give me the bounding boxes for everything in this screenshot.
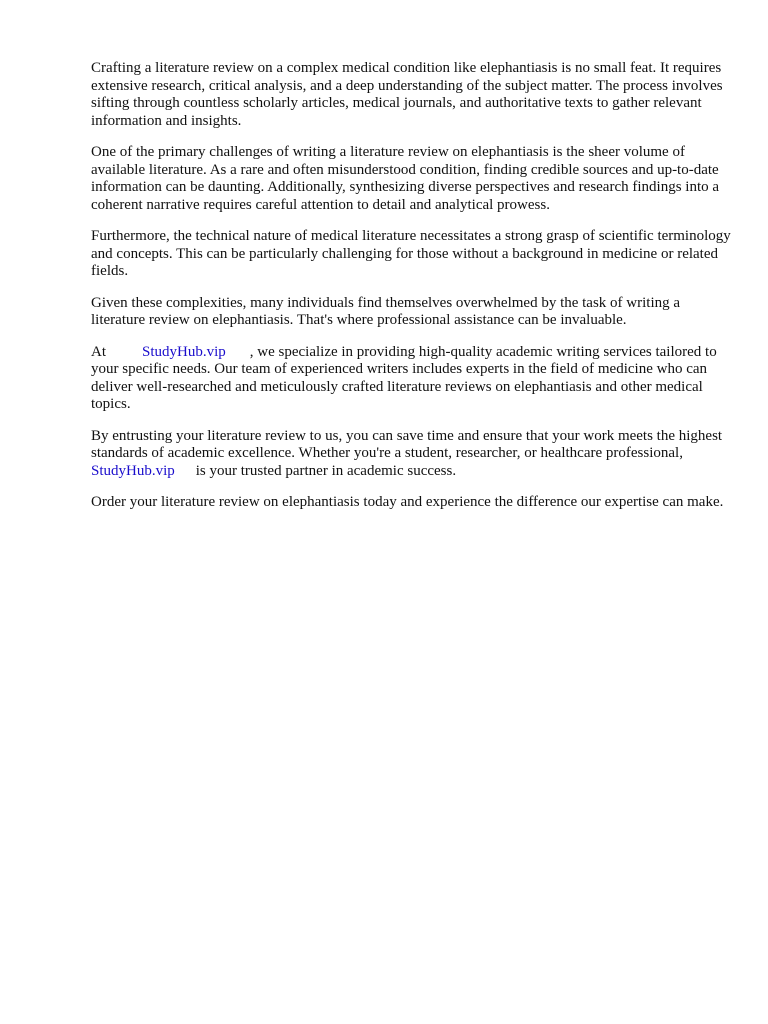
paragraph-entrusting (91, 428, 731, 481)
entrusting-text-before: By entrusting your literature review to us, you can save time and ensure that your work meets the highest standards of academic excellence. Whether you're a student, researcher, or healthcare professional, (91, 427, 723, 461)
services-text-before: At (91, 343, 106, 360)
studyhub-link-2[interactable]: StudyHub.vip (91, 462, 175, 479)
paragraph-complexities: Given these complexities, many individuals find themselves overwhelmed by the task of writing a literature review on elephantiasis. That's where professional assistance can be invaluable. (91, 294, 681, 328)
studyhub-link[interactable]: StudyHub.vip (142, 343, 226, 360)
paragraph-intro: Crafting a literature review on a complex medical condition like elephantiasis is no small feat. It requires extensive research, critical analysis, and a deep understanding of the subject matter. The process involves sifting through countless scholarly articles, medical journals, and authoritative texts to gather relevant information and insights. (91, 60, 723, 129)
paragraph-services (91, 344, 731, 414)
document-body (91, 60, 731, 526)
paragraph-technical-nature: Furthermore, the technical nature of medical literature necessitates a strong grasp of scientific terminology and concepts. This can be particularly challenging for those without a background in medicine or related fields. (91, 228, 731, 279)
services-text-after: , we specialize in providing high-quality academic writing services tailored to your specific needs. Our team of experienced writers includes experts in the field of medicine who can deliver well-researched and meticulously crafted literature reviews on elephantiasis and other medical topics. (91, 343, 717, 412)
paragraph-call-to-action: Order your literature review on elephantiasis today and experience the difference our expertise can make. (91, 494, 724, 510)
paragraph-challenges: One of the primary challenges of writing a literature review on elephantiasis is the sheer volume of available literature. As a rare and often misunderstood condition, finding credible sources and up-to-date information can be daunting. Additionally, synthesizing diverse perspectives and research findings into a coherent narrative requires careful attention to detail and analytical prowess. (91, 144, 720, 213)
entrusting-text-after: is your trusted partner in academic success. (195, 462, 457, 479)
